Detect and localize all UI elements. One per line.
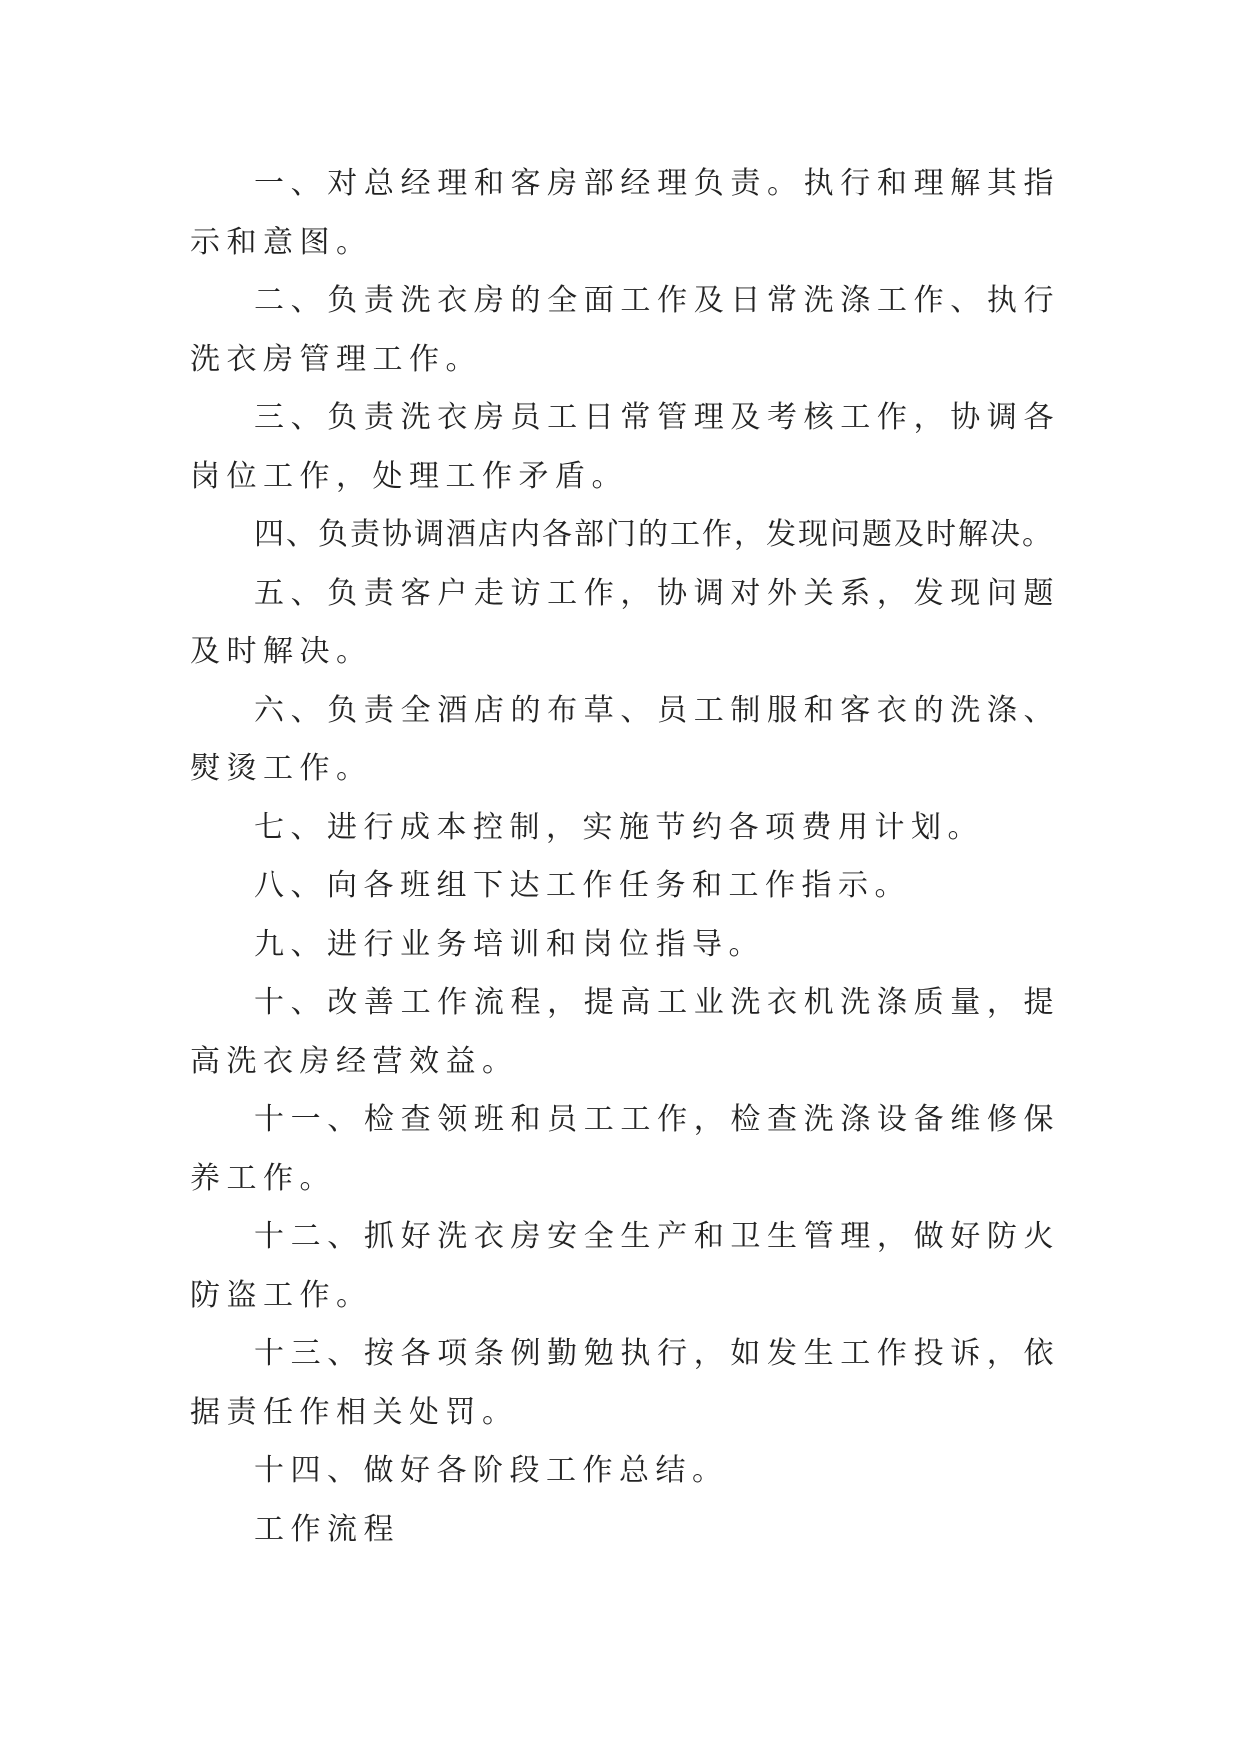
paragraph-5: 五、负责客户走访工作，协调对外关系，发现问题及时解决。 — [190, 575, 1060, 669]
paragraph-2: 二、负责洗衣房的全面工作及日常洗涤工作、执行洗衣房管理工作。 — [190, 283, 1060, 377]
document-body — [190, 155, 1060, 1559]
paragraph-14: 十四、做好各阶段工作总结。 — [254, 1453, 729, 1488]
paragraph-13: 十三、按各项条例勤勉执行，如发生工作投诉，依据责任作相关处罚。 — [190, 1336, 1060, 1430]
paragraph-4: 四、负责协调酒店内各部门的工作，发现问题及时解决。 — [254, 517, 1054, 552]
section-heading: 工作流程 — [254, 1511, 400, 1547]
paragraph-11: 十一、检查领班和员工工作，检查洗涤设备维修保养工作。 — [190, 1102, 1060, 1196]
paragraph-3: 三、负责洗衣房员工日常管理及考核工作，协调各岗位工作，处理工作矛盾。 — [190, 400, 1060, 494]
paragraph-7: 七、进行成本控制，实施节约各项费用计划。 — [254, 809, 984, 845]
paragraph-10: 十、改善工作流程，提高工业洗衣机洗涤质量，提高洗衣房经营效益。 — [190, 985, 1060, 1079]
paragraph-12: 十二、抓好洗衣房安全生产和卫生管理，做好防火防盗工作。 — [190, 1219, 1060, 1313]
paragraph-8: 八、向各班组下达工作任务和工作指示。 — [254, 868, 911, 903]
paragraph-9: 九、进行业务培训和岗位指导。 — [254, 926, 765, 962]
paragraph-1: 一、对总经理和客房部经理负责。执行和理解其指示和意图。 — [190, 166, 1060, 260]
paragraph-6: 六、负责全酒店的布草、员工制服和客衣的洗涤、熨烫工作。 — [190, 692, 1060, 786]
